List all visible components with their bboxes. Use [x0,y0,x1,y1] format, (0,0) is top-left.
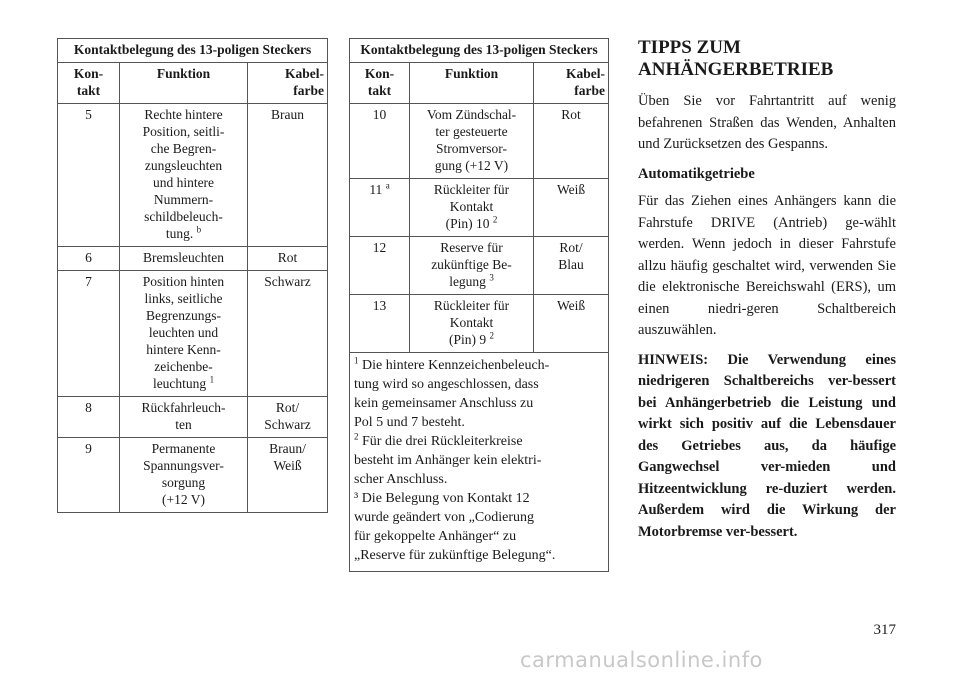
table-row [58,438,328,513]
color-cell: Rot [248,247,328,271]
pin-cell: 8 [58,397,120,438]
footnote-3: ³ Die Belegung von Kontakt 12 wurde geändert von „Codierung für gekoppelte Anhänger“ zu „Reserve für zukünftige Belegung“. [354,491,556,563]
page-number: 317 [873,622,896,638]
color-cell: Rot/ Blau [534,237,609,295]
color-cell: Braun/ Weiß [248,438,328,513]
table-row [350,295,609,353]
pin-cell: 6 [58,247,120,271]
body-paragraph: Für das Ziehen eines Anhängers kann die Fahrstufe DRIVE (Antrieb) ge-wählt werden. Wenn jedoch in dieser Fahrstufe allzu häufig geschaltet wird, verwenden Sie die elektronische Bereichswahl (ERS), um einen niedri-geren Schaltbereich auszuwählen. [638,193,896,338]
table-footnotes [350,353,609,572]
note-paragraph: HINWEIS: Die Verwendung eines niedrigeren Schaltbereichs ver-bessert bei Anhängerbetrieb die Leistung und wirkt sich positiv auf die Lebensdauer des Getriebes aus, da häufige Gangwechsel ver-mieden und Hitzeentwicklung re-duziert werden. Außerdem wird die Wirkung der Motorbremse ver-bessert. [638,351,896,540]
header-function: Funktion [120,63,248,104]
pin-cell: 9 [58,438,120,513]
table-row [58,247,328,271]
footnote-1: $^1$ Die hintere Kennzeichenbeleuch- tung wird so angeschlossen, dass kein gemeinsamer Anschluss zu Pol 5 und 7 besteht. [354,355,550,430]
table-row [350,237,609,295]
table-row [58,104,328,247]
header-wire-color: Kabel- farbe [534,63,609,104]
pin-cell: 5 [58,104,120,247]
header-pin: Kon- takt [350,63,410,104]
color-cell: Weiß [534,179,609,237]
pin-assignment-table-right [349,38,609,572]
color-cell: Schwarz [248,271,328,397]
table-row [58,271,328,397]
function-cell: Rückleiter für Kontakt (Pin) 10 $^2$ [410,179,534,237]
table-row [350,179,609,237]
footnote-2: $^2$ Für die drei Rückleiterkreise besteht im Anhänger kein elektri- scher Anschluss. [354,431,542,487]
function-cell: Permanente Spannungsver- sorgung (+12 V) [120,438,248,513]
pin-cell: 7 [58,271,120,397]
function-cell: Rückleiter für Kontakt (Pin) 9 $^2$ [410,295,534,353]
table-title: Kontaktbelegung des 13-poligen Steckers [58,39,328,63]
table-title: Kontaktbelegung des 13-poligen Steckers [350,39,609,63]
color-cell: Rot [534,104,609,179]
header-wire-color: Kabel- farbe [248,63,328,104]
subheading-automatic: Automatikgetriebe [638,165,755,182]
header-function: Funktion [410,63,534,104]
color-cell: Braun [248,104,328,247]
trailer-tips-section [638,37,896,551]
function-cell: Position hinten links, seitliche Begrenzungs- leuchten und hintere Kenn- zeichenbe- leuchtung $^1$ [120,271,248,397]
color-cell: Rot/ Schwarz [248,397,328,438]
header-pin: Kon- takt [58,63,120,104]
function-cell: Reserve für zukünftige Be- legung $^3$ [410,237,534,295]
intro-paragraph: Üben Sie vor Fahrtantritt auf wenig befahrenen Straßen das Wenden, Anhalten und Zurücksetzen des Gespanns. [638,93,896,152]
pin-cell: 13 [350,295,410,353]
function-cell: Bremsleuchten [120,247,248,271]
function-cell: Vom Zündschal- ter gesteuerte Stromversor- gung (+12 V) [410,104,534,179]
function-cell: Rückfahrleuch- ten [120,397,248,438]
pin-assignment-table-left [57,38,328,513]
pin-cell: 10 [350,104,410,179]
watermark: carmanualsonline.info [520,648,763,672]
color-cell: Weiß [534,295,609,353]
pin-cell: 12 [350,237,410,295]
section-heading: TIPPS ZUM ANHÄNGERBETRIEB [638,37,834,80]
function-cell: Rechte hintere Position, seitli- che Begren- zungsleuchten und hintere Nummern- schildbeleuch- tung. $^b$ [120,104,248,247]
table-row [350,104,609,179]
pin-cell: 11 $^a$ [350,179,410,237]
table-row [58,397,328,438]
